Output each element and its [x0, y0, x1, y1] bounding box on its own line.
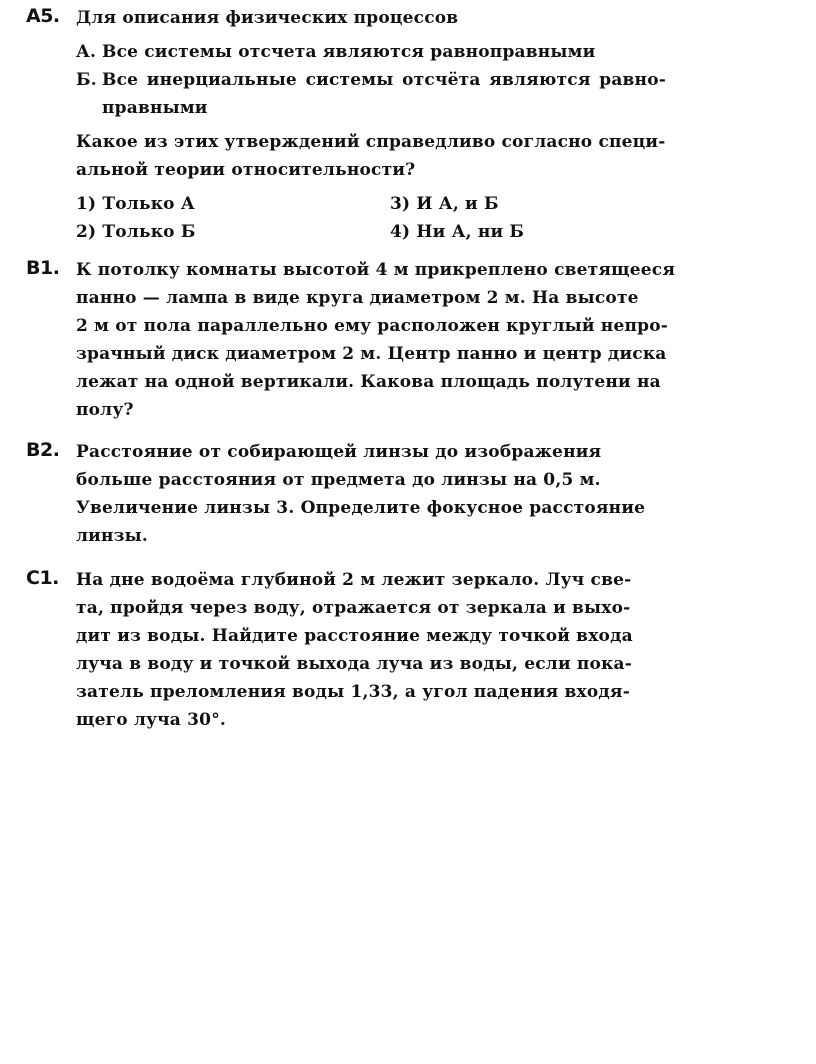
task-line: лежат на одной вертикали. Какова площадь полутени на [76, 372, 661, 392]
task-body [76, 4, 666, 246]
answer-option-2: 2) Только Б [76, 222, 196, 242]
task-line: Увеличение линзы 3. Определите фокусное расстояние [76, 498, 646, 518]
statement-mark: Б. [76, 70, 97, 90]
answer-option-3: 3) И А, и Б [390, 194, 499, 214]
task-line: линзы. [76, 526, 149, 546]
answer-options [76, 190, 666, 246]
task-line: дит из воды. Найдите расстояние между точкой входа [76, 626, 633, 646]
task-body [76, 438, 666, 550]
task-line: полу? [76, 400, 134, 420]
task-question [76, 128, 666, 184]
task-line: та, пройдя через воду, отражается от зеркала и выхо- [76, 598, 631, 618]
task-number: А5. [26, 5, 60, 27]
task-intro: Для описания физических процессов [76, 8, 459, 28]
task-body [76, 566, 666, 734]
statement-a [76, 38, 666, 66]
task-line: 2 м от пола параллельно ему расположен круглый непро- [76, 316, 668, 336]
task-line: щего луча 30°. [76, 710, 227, 730]
task-line: К потолку комнаты высотой 4 м прикреплено светящееся [76, 260, 676, 280]
task-line: На дне водоёма глубиной 2 м лежит зеркало. Луч све- [76, 570, 632, 590]
task-number: В1. [26, 257, 60, 279]
answer-option-1: 1) Только А [76, 194, 195, 214]
statement-line: Все инерциальные системы отсчёта являются равно- [102, 70, 666, 90]
statement-mark: А. [76, 42, 97, 62]
statement-line: правными [102, 98, 208, 118]
statement-line: Все системы отсчета являются равноправными [102, 42, 596, 62]
question-line: Какое из этих утверждений справедливо согласно специ- [76, 132, 666, 152]
task-body [76, 256, 676, 424]
task-line: Расстояние от собирающей линзы до изображения [76, 442, 602, 462]
task-line: панно — лампа в виде круга диаметром 2 м. На высоте [76, 288, 639, 308]
task-number: С1. [26, 567, 59, 589]
task-line: зрачный диск диаметром 2 м. Центр панно и центр диска [76, 344, 667, 364]
task-line: больше расстояния от предмета до линзы на 0,5 м. [76, 470, 601, 490]
task-line: луча в воду и точкой выхода луча из воды, если пока- [76, 654, 633, 674]
question-line: альной теории относительности? [76, 160, 416, 180]
task-number: В2. [26, 439, 60, 461]
task-line: затель преломления воды 1,33, а угол падения входя- [76, 682, 630, 702]
statement-b [76, 66, 666, 122]
answer-option-4: 4) Ни А, ни Б [390, 222, 525, 242]
